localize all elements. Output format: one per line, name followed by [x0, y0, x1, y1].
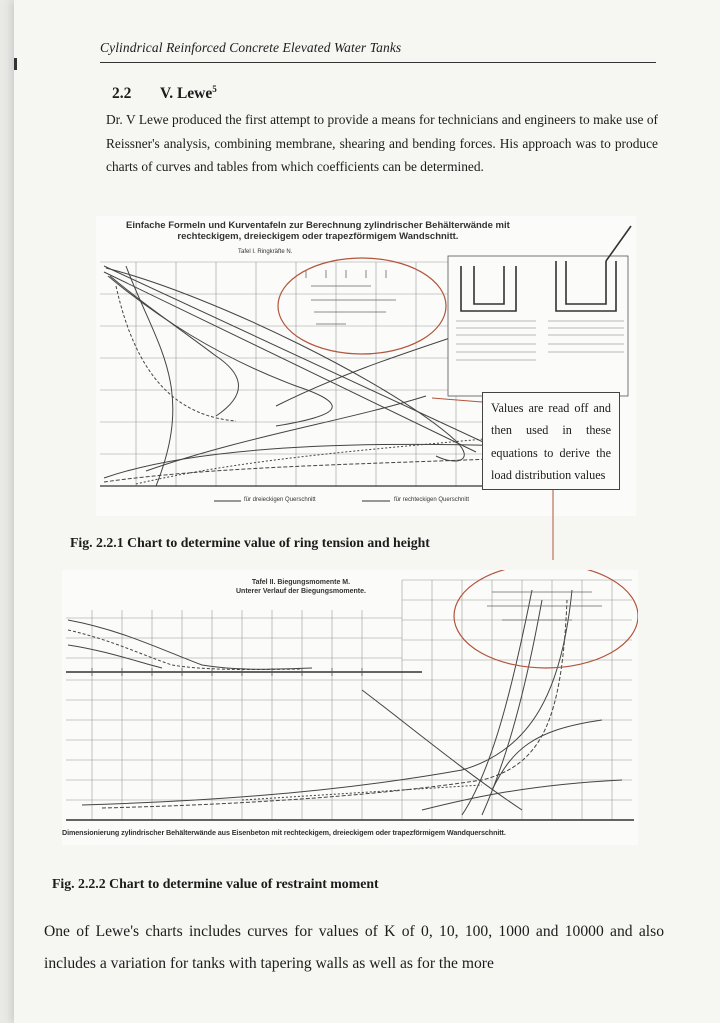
intro-paragraph: Dr. V Lewe produced the first attempt to provide a means for technicians and engineers to make use of Reissner's analysis, combining membrane, shearing and bending forces. His approach was to produce charts of curves and tables from which coefficients can be determined.: [106, 112, 658, 174]
figure-2-scan-title: Tafel II. Biegungsmomente M. Unterer Verlauf der Biegungsmomente.: [236, 579, 366, 595]
section-title: V. Lewe: [160, 85, 213, 103]
figure-1-scan-header: Einfache Formeln und Kurventafeln zur Berechnung zylindrischer Behälterwände mit rechteckigem, dreieckigem oder trapezförmigem Wandschnitt.: [126, 220, 510, 242]
footnote-ref: 5: [212, 84, 217, 94]
figure-2-caption: Fig. 2.2.2 Chart to determine value of restraint moment: [52, 876, 379, 891]
figure-2-graphic: [62, 570, 638, 845]
figure-2-scan: [62, 570, 638, 845]
figure-1-caption: Fig. 2.2.1 Chart to determine value of ring tension and height: [70, 535, 430, 550]
figure-2-annotation-circle: [454, 570, 638, 668]
binding-mark: [14, 58, 17, 70]
figure-1-tick-marks: [306, 270, 386, 278]
figure-1-leader-line: [432, 398, 482, 402]
figure-2-grid: [66, 580, 632, 820]
section-heading: [112, 84, 217, 103]
figure-1-legend-rect: für rechteckigen Querschnitt: [394, 497, 470, 503]
figure-2-scan-footer: Dimensionierung zylindrischer Behälterwände aus Eisenbeton mit rechteckigem, dreieckigem oder trapezförmigem Wandquerschnitt.: [62, 828, 506, 837]
figure-1-side-panel: [448, 256, 628, 396]
figure-1-scan-subtitle: Tafel I. Ringkräfte N.: [238, 249, 293, 255]
figure-1-legend-triangle: für dreieckigen Querschnitt: [244, 497, 316, 503]
figure-1-annotation-circle: [278, 258, 446, 354]
header-rule: [100, 62, 656, 63]
running-header: Cylindrical Reinforced Concrete Elevated Water Tanks: [100, 40, 402, 55]
section-number: 2.2: [112, 85, 132, 103]
callout-box: Values are read off and then used in these equations to derive the load distribution values: [482, 392, 620, 490]
bottom-paragraph: One of Lewe's charts includes curves for values of K of 0, 10, 100, 1000 and 10000 and also includes a variation for tanks with tapering walls as well as for the more: [44, 923, 664, 972]
figure-2-formula-scribbles: [487, 592, 602, 620]
figure-1-formula-scribbles: [311, 286, 396, 324]
figure-2-curves: [68, 590, 622, 815]
